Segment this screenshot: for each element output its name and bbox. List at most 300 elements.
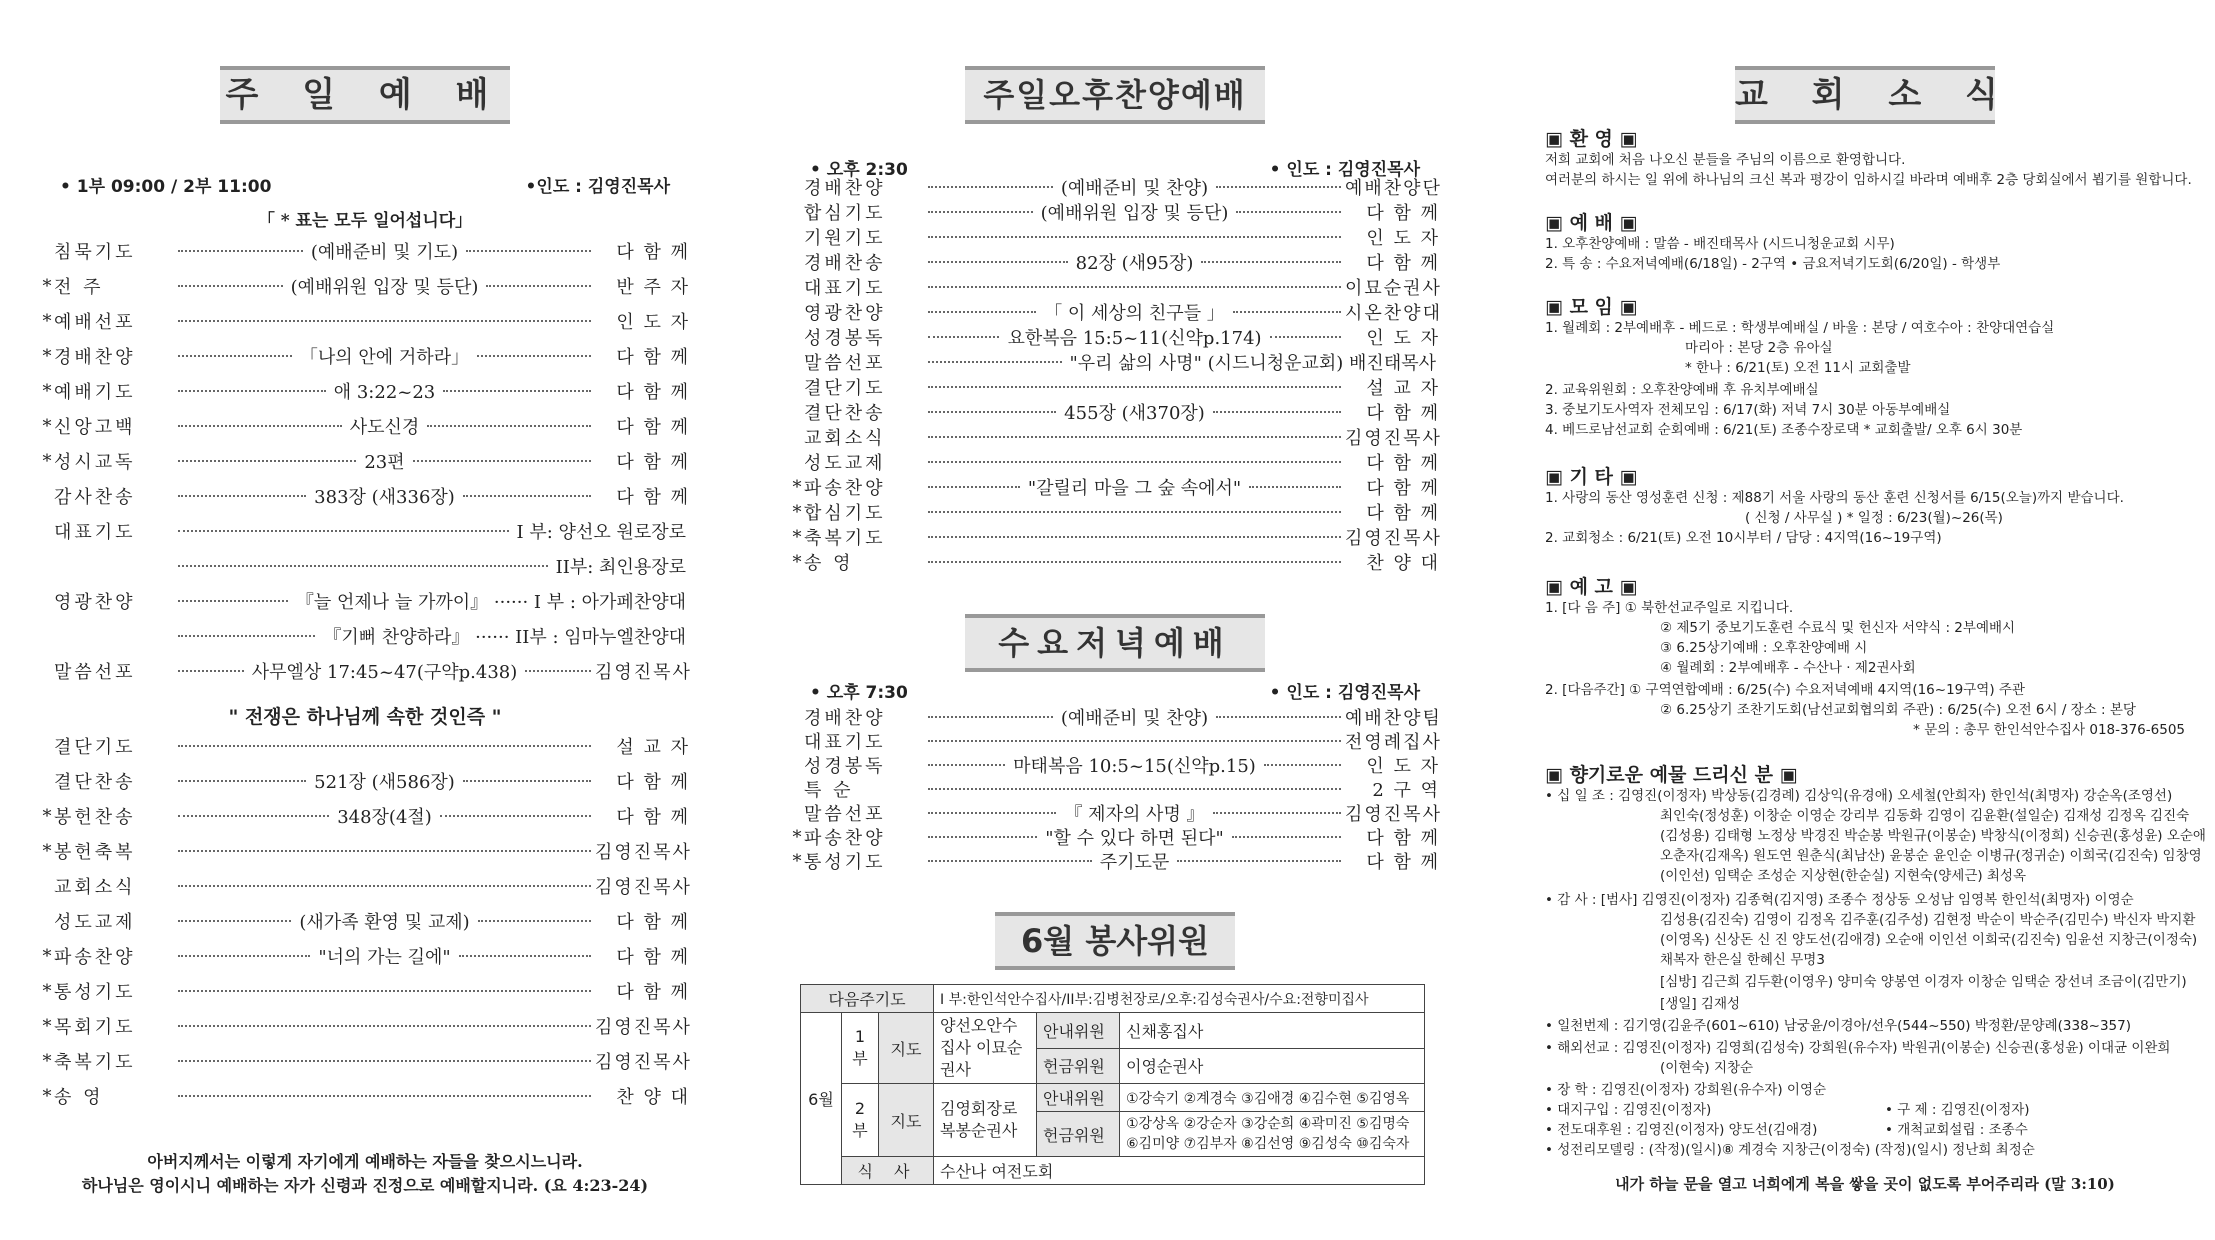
dotted-leader	[178, 850, 591, 852]
row-label: 파송찬양	[54, 947, 136, 968]
volunteers-title: 6월 봉사위원	[995, 912, 1235, 970]
notice-heading: ▣ 예 고 ▣	[1545, 576, 1638, 598]
row-label: 봉헌축복	[54, 842, 136, 863]
wednesday-leader: • 인도 : 김영진목사	[1269, 683, 1420, 703]
row-person: 김영진목사	[1345, 428, 1442, 449]
row-star: *	[42, 415, 52, 437]
afternoon-title: 주일오후찬양예배	[965, 66, 1265, 124]
tithe-line5: (이인선) 임택순 조성순 지상현(한순실) 지현숙(양세근) 최성옥	[1660, 868, 2027, 884]
sunday-row	[40, 871, 690, 901]
row-label: 축복기도	[804, 528, 886, 549]
row-label: 경배찬송	[804, 253, 886, 274]
row-person: 다 함 께	[616, 382, 690, 403]
sunday-row	[40, 586, 690, 616]
row-label: 영광찬양	[804, 303, 886, 324]
row-label: 합심기도	[804, 503, 886, 524]
row-label: 감사찬송	[54, 487, 136, 508]
dotted-leader	[928, 536, 1341, 538]
row-person: 2 구 역	[1372, 780, 1440, 801]
row-star: *	[42, 805, 52, 827]
row-label: 결단찬송	[54, 772, 136, 793]
meal-label: 식 사	[842, 1157, 934, 1185]
dotted-leader	[928, 336, 999, 338]
sunday-service-column	[40, 0, 690, 1240]
row-item: 「나의 안에 거하라」	[299, 347, 470, 368]
afternoon-row	[790, 547, 1440, 577]
row-item: "갈릴리 마을 그 숲 속에서"	[1027, 478, 1242, 499]
row-label: 목회기도	[54, 1017, 136, 1038]
row-label: 경배찬양	[804, 708, 886, 729]
row-label: 성경봉독	[804, 756, 886, 777]
dotted-leader	[928, 788, 1341, 790]
dotted-leader	[178, 285, 283, 287]
row-person: 설 교 자	[616, 737, 690, 758]
month-label: 6월	[801, 1013, 842, 1185]
mission-line1: • 해외선교 : 김영진(이정자) 김영희(김성숙) 강희원(유수자) 박원귀(이봉순) 신승권(홍성윤) 이대균 이완희	[1545, 1040, 2171, 1056]
relief: • 구 제 : 김영진(이정자)	[1885, 1102, 2030, 1118]
dotted-leader	[178, 250, 303, 252]
row-label: 말씀선포	[804, 353, 886, 374]
row-label: 송 영	[804, 553, 854, 574]
row-person: 다 함 께	[1366, 203, 1441, 224]
dotted-leader	[928, 436, 1341, 438]
dotted-leader	[478, 920, 591, 922]
dotted-leader	[178, 635, 315, 637]
part2-usher-label: 안내위원	[1037, 1084, 1120, 1112]
part2-usher: ①강숙기 ②계경숙 ③김애경 ④김수현 ⑤김영옥	[1120, 1084, 1425, 1112]
row-person: 김영진목사	[595, 1017, 692, 1038]
row-label: 결단찬송	[804, 403, 886, 424]
row-person: 예배찬양단	[1345, 178, 1442, 199]
wednesday-time: • 오후 7:30	[810, 683, 908, 703]
row-person: 인 도 자	[1366, 328, 1441, 349]
dotted-leader	[178, 320, 591, 322]
row-label: 예배선포	[54, 312, 136, 333]
row-item: 23편	[364, 452, 405, 473]
part2-offering	[1120, 1112, 1425, 1157]
row-item: 『 제자의 사명 』	[1064, 804, 1205, 825]
row-person: 다 함 께	[616, 417, 690, 438]
dotted-leader	[427, 425, 591, 427]
next-prayer: I 부:한인석안수집사/II부:김병천장로/오후:김성숙권사/수요:전향미집사	[934, 985, 1425, 1013]
row-person: 다 함 께	[1366, 852, 1440, 873]
row-item: 348장(4절)	[337, 807, 432, 828]
dotted-leader	[928, 764, 1005, 766]
sunday-row	[40, 446, 690, 476]
row-item: (예배준비 및 찬양)	[1060, 708, 1209, 729]
volunteers-table	[800, 984, 1425, 1185]
row-item: (예배준비 및 찬양)	[1060, 178, 1209, 199]
part2-offering-label: 헌금위원	[1037, 1112, 1120, 1157]
sunday-row	[40, 731, 690, 761]
sunday-row	[40, 1081, 690, 1111]
notice-line2c: * 문의 : 총무 한인석안수집사 018-376-6505	[1913, 722, 2185, 738]
sunday-row	[40, 941, 690, 971]
sunday-row	[40, 516, 690, 546]
row-label: 전 주	[54, 277, 104, 298]
row-label: 기원기도	[804, 228, 886, 249]
row-item: (예배위원 입장 및 등단)	[290, 277, 479, 298]
middle-column	[790, 0, 1440, 1240]
row-person: 김영진목사	[595, 842, 692, 863]
thanks-line6: [생일] 김재성	[1660, 996, 1741, 1012]
row-star: *	[42, 275, 52, 297]
row-label: 성경봉독	[804, 328, 886, 349]
row-label: 성도교제	[54, 912, 136, 933]
row-item: II부: 최인용장로	[555, 557, 686, 578]
row-item: "우리 삶의 사명" (시드니청운교회) 배진태목사	[1069, 353, 1436, 374]
sunday-row	[40, 656, 690, 686]
row-person: 다 함 께	[616, 982, 690, 1003]
land-purchase: • 대지구입 : 김영진(이정자)	[1545, 1102, 1712, 1118]
dotted-leader	[1213, 411, 1341, 413]
row-label: 성도교제	[804, 453, 886, 474]
sunday-verse-line2: 하나님은 영이시니 예배하는 자가 신령과 진정으로 예배할지니라. (요 4:23-24)	[81, 1176, 649, 1195]
meeting-heading: ▣ 모 임 ▣	[1545, 296, 1638, 318]
dotted-leader	[928, 716, 1053, 718]
dotted-leader	[928, 486, 1020, 488]
part1-offering: 이영순권사	[1120, 1048, 1425, 1084]
dotted-leader	[178, 600, 288, 602]
row-label: 말씀선포	[804, 804, 886, 825]
row-label: 봉헌찬송	[54, 807, 136, 828]
sunday-row	[40, 1011, 690, 1041]
dotted-leader	[178, 955, 310, 957]
sunday-sermon-title: " 전쟁은 하나님께 속한 것인즉 "	[228, 706, 502, 728]
row-person: 다 함 께	[1366, 828, 1440, 849]
row-person: 다 함 께	[1366, 503, 1440, 524]
dotted-leader	[928, 836, 1037, 838]
row-item: 주기도문	[1099, 852, 1170, 873]
row-item: 521장 (새586장)	[314, 772, 455, 793]
tithe-line1: • 십 일 조 : 김영진(이정자) 박상동(김경례) 김상익(유경애) 오세철(안희자) 한인석(최명자) 강순옥(조영선)	[1545, 788, 2173, 804]
dotted-leader	[928, 511, 1341, 513]
row-item: 「 이 세상의 친구들 」	[1044, 303, 1225, 324]
row-person: 다 함 께	[1366, 403, 1440, 424]
row-item: (예배준비 및 기도)	[310, 242, 459, 263]
sunday-row	[40, 411, 690, 441]
row-star: *	[792, 526, 802, 548]
dotted-leader	[928, 261, 1068, 263]
dotted-leader	[486, 285, 591, 287]
sunday-row	[40, 836, 690, 866]
thanks-line4: 채복자 한은실 한혜신 무명3	[1660, 952, 1825, 968]
thanks-line3: (이영옥) 신상돈 신 진 양도선(김애경) 오순애 이인선 이희국(김진숙) 임윤선 지창근(이정숙)	[1660, 932, 2198, 948]
mission-line2: (이현숙) 지창순	[1660, 1060, 1754, 1076]
thanks-line1: • 감 사 : [범사] 김영진(이정자) 김종혁(김지영) 조종수 정상동 오성남 임영복 한인석(최명자) 이영순	[1545, 892, 2134, 908]
sunday-leader: •인도 : 김영진목사	[525, 177, 670, 197]
worship-line1: 1. 오후찬양예배 : 말씀 - 배진태목사 (시드니청운교회 시무)	[1545, 236, 1895, 252]
news-verse: 내가 하늘 문을 열고 너희에게 복을 쌓을 곳이 없도록 부어주리라 (말 3:10)	[1615, 1175, 2115, 1193]
row-person: 김영진목사	[595, 877, 692, 898]
row-item: 『기뻐 찬양하라』 ······ II부 : 임마누엘찬양대	[323, 627, 686, 648]
row-label: 대표기도	[54, 522, 136, 543]
row-person: 시온찬양대	[1345, 303, 1442, 324]
dotted-leader	[1213, 812, 1341, 814]
dotted-leader	[178, 390, 326, 392]
sunday-row	[40, 306, 690, 336]
sunday-row	[40, 236, 690, 266]
sunday-verse	[40, 1150, 690, 1198]
dotted-leader	[413, 460, 591, 462]
row-star: *	[42, 450, 52, 472]
row-label: 결단기도	[804, 378, 886, 399]
scholarship: • 장 학 : 김영진(이정자) 강희원(유수자) 이영순	[1545, 1082, 1827, 1098]
row-item: "너의 가는 길에"	[318, 947, 451, 968]
row-label: 교회소식	[804, 428, 886, 449]
church-planting: • 개척교회설립 : 조종수	[1885, 1122, 2028, 1138]
welcome-line2: 여러분의 하시는 일 위에 하나님의 크신 복과 평강이 임하시길 바라며 예배후 2층 당회실에서 뵙기를 원합니다.	[1545, 172, 2192, 188]
sunday-row	[40, 906, 690, 936]
row-star: *	[42, 1050, 52, 1072]
row-person: 예배찬양팀	[1345, 708, 1442, 729]
row-person: 다 함 께	[1366, 453, 1440, 474]
dotted-leader	[928, 211, 1033, 213]
row-label: 경배찬양	[54, 347, 136, 368]
row-label: 예배기도	[54, 382, 136, 403]
dotted-leader	[178, 745, 591, 747]
dotted-leader	[466, 250, 591, 252]
wednesday-title: 수요저녁예배	[965, 614, 1265, 672]
sunday-row	[40, 551, 690, 581]
notice-line2: 2. [다음주간] ① 구역연합예배 : 6/25(수) 수요저녁예배 4지역(16~19구역) 주관	[1545, 682, 2025, 698]
dotted-leader	[443, 390, 591, 392]
row-person: 전영례집사	[1345, 732, 1442, 753]
evangelism-support: • 전도대후원 : 김영진(이정자) 양도선(김애경)	[1545, 1122, 1818, 1138]
meeting-line1: 1. 월례회 : 2부예배후 - 베드로 : 학생부예배실 / 바울 : 본당 / 여호수아 : 찬양대연습실	[1545, 320, 2055, 336]
meeting-line1c: * 한나 : 6/21(토) 오전 11시 교회출발	[1685, 360, 1911, 376]
dotted-leader	[1216, 716, 1341, 718]
part1-leaders: 양선오안수집사 이묘순권사	[934, 1013, 1037, 1084]
etc-line2: 2. 교회청소 : 6/21(토) 오전 10시부터 / 담당 : 4지역(16~19구역)	[1545, 530, 1942, 546]
dotted-leader	[440, 815, 591, 817]
row-item: 455장 (새370장)	[1064, 403, 1205, 424]
dotted-leader	[459, 955, 591, 957]
sunday-note: 「 * 표는 모두 일어섭니다」	[257, 211, 473, 231]
dotted-leader	[928, 461, 1341, 463]
remodeling: • 성전리모델링 : (작정)(일시)⑧ 계경숙 지창근(이정숙) (작정)(일시) 정난희 최정순	[1545, 1142, 2035, 1158]
row-person: 다 함 께	[616, 487, 690, 508]
dotted-leader	[525, 670, 591, 672]
tithe-line4: 오춘자(김재옥) 원도연 원춘식(최남산) 윤봉순 윤인순 이병규(정귀순) 이희국(김진숙) 임창영	[1660, 848, 2202, 864]
row-star: *	[42, 1085, 52, 1107]
dotted-leader	[928, 860, 1092, 862]
row-person: 설 교 자	[1366, 378, 1440, 399]
row-label: 경배찬양	[804, 178, 886, 199]
meeting-line2: 2. 교육위원회 : 오후찬양예배 후 유치부예배실	[1545, 382, 1819, 398]
dotted-leader	[178, 355, 292, 357]
row-person: 다 함 께	[616, 947, 690, 968]
tithe-line3: (김성용) 김태형 노정상 박경진 박순봉 박원규(이봉순) 박창식(이정희) 신승권(홍성윤) 오순애	[1660, 828, 2206, 844]
dotted-leader	[178, 1060, 591, 1062]
dotted-leader	[928, 236, 1341, 238]
row-star: *	[792, 826, 802, 848]
row-item: 사도신경	[349, 417, 420, 438]
sunday-row	[40, 341, 690, 371]
dotted-leader	[1270, 336, 1341, 338]
dotted-leader	[1236, 211, 1341, 213]
dotted-leader	[928, 411, 1056, 413]
row-person: 인 도 자	[1366, 228, 1440, 249]
row-label: 파송찬양	[804, 478, 886, 499]
notice-line1: 1. [다 음 주] ① 북한선교주일로 지킵니다.	[1545, 600, 1794, 616]
thanks-line5: [심방] 김근희 김두환(이영우) 양미숙 양봉연 이경자 이창순 임택순 장선녀 조금이(김만기)	[1660, 974, 2187, 990]
sunday-row	[40, 801, 690, 831]
row-person: 찬 양 대	[616, 1087, 690, 1108]
dotted-leader	[1264, 764, 1341, 766]
row-item: 383장 (새336장)	[314, 487, 455, 508]
row-label: 침묵기도	[54, 242, 136, 263]
part1-usher-label: 안내위원	[1037, 1013, 1120, 1049]
sunday-title: 주 일 예 배	[220, 66, 510, 124]
sunday-row	[40, 621, 690, 651]
dotted-leader	[178, 425, 342, 427]
row-star: *	[792, 501, 802, 523]
part2-offering-line1: ①강상옥 ②강순자 ③강순희 ④곽미진 ⑤김명숙	[1126, 1116, 1410, 1132]
part2-offering-line2: ⑥김미양 ⑦김부자 ⑧김선영 ⑨김성숙 ⑩김숙자	[1126, 1136, 1410, 1152]
meeting-line1b: 마리아 : 본당 2층 유아실	[1685, 340, 1833, 356]
wednesday-row	[790, 846, 1440, 876]
row-item: (새가족 환영 및 교제)	[299, 912, 470, 933]
part1-guide: 지도	[879, 1013, 934, 1084]
row-person: 반 주 자	[616, 277, 691, 298]
dotted-leader	[1177, 860, 1341, 862]
row-person: 인 도 자	[616, 312, 690, 333]
row-person: 다 함 께	[616, 347, 691, 368]
row-star: *	[42, 345, 52, 367]
sunday-verse-line1: 아버지께서는 이렇게 자기에게 예배하는 자들을 찾으시느니라.	[147, 1152, 583, 1171]
row-label: 대표기도	[804, 732, 886, 753]
row-star: *	[792, 551, 802, 573]
etc-line1b: ( 신청 / 사무실 ) * 일정 : 6/23(월)~26(목)	[1745, 510, 2003, 526]
dotted-leader	[928, 812, 1056, 814]
row-person: 이묘순권사	[1345, 278, 1442, 299]
dotted-leader	[178, 460, 356, 462]
worship-heading: ▣ 예 배 ▣	[1545, 212, 1638, 234]
row-label: 결단기도	[54, 737, 136, 758]
row-person: 다 함 께	[616, 807, 691, 828]
row-label: 특 순	[804, 780, 854, 801]
dotted-leader	[928, 386, 1341, 388]
row-label: 말씀선포	[54, 662, 136, 683]
row-person: 다 함 께	[616, 912, 691, 933]
row-star: *	[792, 850, 802, 872]
dotted-leader	[178, 565, 548, 567]
dotted-leader	[1233, 311, 1341, 313]
row-person: 다 함 께	[1366, 253, 1440, 274]
dotted-leader	[178, 815, 329, 817]
sunday-time: • 1부 09:00 / 2부 11:00	[60, 177, 272, 197]
row-label: 통성기도	[54, 982, 136, 1003]
row-item: 애 3:22~23	[333, 382, 436, 403]
dotted-leader	[178, 885, 591, 887]
welcome-heading: ▣ 환 영 ▣	[1545, 128, 1638, 150]
dotted-leader	[1201, 261, 1341, 263]
meeting-line3: 3. 중보기도사역자 전체모임 : 6/17(화) 저녁 7시 30분 아동부예배실	[1545, 402, 1951, 418]
notice-line1d: ④ 월례회 : 2부예배후 - 수산나 · 제2권사회	[1660, 660, 1916, 676]
notice-line1b: ② 제5기 중보기도훈련 수료식 및 헌신자 서약식 : 2부예배시	[1660, 620, 2016, 636]
worship-line2: 2. 특 송 : 수요저녁예배(6/18일) - 2구역 • 금요저녁기도회(6/20일) - 학생부	[1545, 256, 2001, 272]
etc-line1: 1. 사랑의 동산 영성훈련 신청 : 제88기 서울 사랑의 동산 훈련 신청서를 6/15(오늘)까지 받습니다.	[1545, 490, 2124, 506]
row-item: "할 수 있다 하면 된다"	[1045, 828, 1224, 849]
row-item: 요한복음 15:5~11(신약p.174)	[1007, 328, 1262, 349]
row-person: 다 함 께	[616, 242, 690, 263]
meal: 수산나 여전도회	[934, 1157, 1425, 1185]
afternoon-leader: • 인도 : 김영진목사	[1269, 160, 1420, 180]
row-star: *	[42, 840, 52, 862]
welcome-line1: 저희 교회에 처음 나오신 분들을 주님의 이름으로 환영합니다.	[1545, 152, 1906, 168]
sunday-row	[40, 376, 690, 406]
dotted-leader	[178, 530, 509, 532]
dotted-leader	[178, 1095, 591, 1097]
thousand-offering: • 일천번제 : 김기영(김윤주(601~610) 남궁윤/이경아/선우(544~550) 박정환/문양례(338~357)	[1545, 1018, 2132, 1034]
row-star: *	[42, 1015, 52, 1037]
dotted-leader	[477, 355, 591, 357]
row-item: I 부: 양선오 원로장로	[516, 522, 686, 543]
thanks-line2: 김성용(김진숙) 김영이 김정옥 김주훈(김주성) 김현정 박순이 박순주(김민수) 박신자 박지환	[1660, 912, 2196, 928]
meeting-line4: 4. 베드로남선교회 순회예배 : 6/21(토) 조종수장로댁 * 교회출발/ 오후 6시 30분	[1545, 422, 2023, 438]
part2-guide: 지도	[879, 1084, 934, 1157]
part1-label: 1부	[842, 1013, 879, 1084]
tithe-line2: 최인숙(정성훈) 이창순 이영순 강리부 김동화 김영이 김윤환(설일순) 김재성 김정옥 김진숙	[1660, 808, 2190, 824]
row-label: 파송찬양	[804, 828, 886, 849]
dotted-leader	[1249, 486, 1341, 488]
dotted-leader	[928, 561, 1341, 563]
offering-heading: ▣ 향기로운 예물 드리신 분 ▣	[1545, 764, 1798, 786]
dotted-leader	[1232, 836, 1341, 838]
dotted-leader	[928, 186, 1053, 188]
part2-label: 2부	[842, 1084, 879, 1157]
news-title: 교 회 소 식	[1735, 66, 1995, 124]
row-label: 영광찬양	[54, 592, 136, 613]
row-person: 김영진목사	[1345, 804, 1442, 825]
notice-line1c: ③ 6.25상기예배 : 오후찬양예배 시	[1660, 640, 1868, 656]
row-label: 신앙고백	[54, 417, 136, 438]
row-person: 김영진목사	[1345, 528, 1442, 549]
row-label: 성시교독	[54, 452, 136, 473]
sunday-row	[40, 481, 690, 511]
row-person: 김영진목사	[595, 662, 692, 683]
sunday-row	[40, 976, 690, 1006]
row-person: 다 함 께	[616, 452, 691, 473]
dotted-leader	[178, 780, 306, 782]
row-item: 마태복음 10:5~15(신약p.15)	[1013, 756, 1256, 777]
etc-heading: ▣ 기 타 ▣	[1545, 466, 1638, 488]
row-star: *	[792, 476, 802, 498]
row-person: 다 함 께	[616, 772, 690, 793]
church-news-column	[1545, 0, 2206, 1240]
dotted-leader	[463, 495, 591, 497]
part1-offering-label: 헌금위원	[1037, 1048, 1120, 1084]
row-label: 축복기도	[54, 1052, 136, 1073]
row-star: *	[42, 980, 52, 1002]
dotted-leader	[178, 990, 591, 992]
afternoon-time: • 오후 2:30	[810, 160, 908, 180]
row-label: 송 영	[54, 1087, 104, 1108]
row-item: 『늘 언제나 늘 가까이』 ······ I 부 : 아가페찬양대	[295, 592, 686, 613]
row-label: 통성기도	[804, 852, 886, 873]
dotted-leader	[928, 311, 1036, 313]
row-person: 다 함 께	[1366, 478, 1441, 499]
dotted-leader	[178, 920, 291, 922]
dotted-leader	[178, 670, 244, 672]
part2-leaders: 김영회장로 복봉순권사	[934, 1084, 1037, 1157]
row-person: 찬 양 대	[1366, 553, 1440, 574]
row-item: (예배위원 입장 및 등단)	[1040, 203, 1229, 224]
row-label: 대표기도	[804, 278, 886, 299]
row-star: *	[42, 380, 52, 402]
next-prayer-label: 다음주기도	[801, 985, 934, 1013]
